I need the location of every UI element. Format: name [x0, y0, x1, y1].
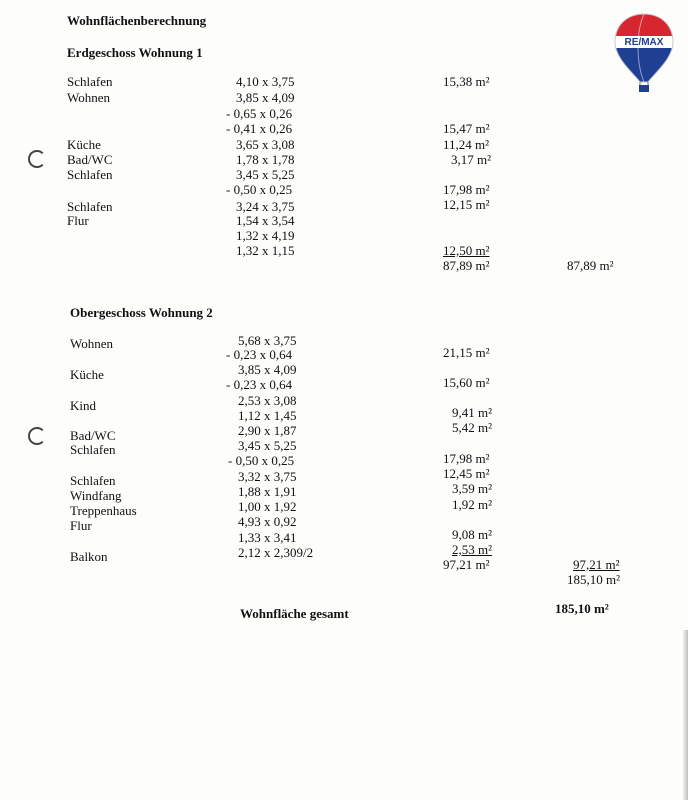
- area-value: 15,38 m²: [443, 74, 490, 89]
- area-subtotal: 87,89 m²: [443, 258, 490, 273]
- area-value: 17,98 m²: [443, 451, 490, 466]
- section-heading-erdgeschoss: Erdgeschoss Wohnung 1: [67, 45, 203, 60]
- calc-value: 1,32 x 1,15: [236, 243, 295, 258]
- room-label: Wohnen: [67, 90, 110, 105]
- area-value: 1,92 m²: [452, 497, 493, 512]
- room-label: Küche: [67, 137, 101, 152]
- area-value: 17,98 m²: [443, 182, 490, 197]
- section-total: 97,21 m²: [573, 557, 620, 572]
- calc-value: 3,85 x 4,09: [238, 362, 297, 377]
- area-value: 12,15 m²: [443, 197, 490, 212]
- area-value: 3,59 m²: [452, 481, 493, 496]
- calc-value: 2,90 x 1,87: [238, 423, 297, 438]
- calc-value: 2,12 x 2,309/2: [238, 545, 314, 560]
- calc-value: - 0,23 x 0,64: [226, 347, 293, 362]
- calc-value: - 0,41 x 0,26: [226, 121, 293, 136]
- room-label: Bad/WC: [70, 428, 116, 443]
- calc-value: 4,93 x 0,92: [238, 514, 297, 529]
- room-label: Küche: [70, 367, 104, 382]
- calc-value: 2,53 x 3,08: [238, 393, 297, 408]
- calc-value: 1,54 x 3,54: [236, 213, 295, 228]
- calc-value: 1,33 x 3,41: [238, 530, 297, 545]
- room-label: Balkon: [70, 549, 108, 564]
- calc-value: 1,32 x 4,19: [236, 228, 295, 243]
- calc-value: 3,24 x 3,75: [236, 199, 295, 214]
- area-value: 12,50 m²: [443, 243, 490, 258]
- area-value: 15,60 m²: [443, 375, 490, 390]
- area-value: 2,53 m²: [452, 542, 493, 557]
- punch-hole-bottom: [28, 427, 46, 445]
- room-label: Flur: [70, 518, 92, 533]
- area-value: 9,41 m²: [452, 405, 493, 420]
- room-label: Windfang: [70, 488, 122, 503]
- area-value: 3,17 m²: [451, 152, 492, 167]
- calc-value: 3,65 x 3,08: [236, 137, 295, 152]
- grand-total-label: Wohnfläche gesamt: [240, 606, 349, 621]
- page-edge-shadow: [682, 630, 688, 800]
- calc-value: 1,00 x 1,92: [238, 499, 297, 514]
- room-label: Schlafen: [67, 74, 113, 89]
- room-label: Kind: [70, 398, 96, 413]
- calc-value: 1,12 x 1,45: [238, 408, 297, 423]
- calc-value: 3,45 x 5,25: [236, 167, 295, 182]
- area-value: 11,24 m²: [443, 137, 490, 152]
- section-total: 87,89 m²: [567, 258, 614, 273]
- running-total: 185,10 m²: [567, 572, 621, 587]
- punch-hole-top: [28, 150, 46, 168]
- calc-value: 4,10 x 3,75: [236, 74, 295, 89]
- area-subtotal: 97,21 m²: [443, 557, 490, 572]
- calc-value: 1,88 x 1,91: [238, 484, 297, 499]
- calc-value: - 0,50 x 0,25: [228, 453, 295, 468]
- calc-value: 3,32 x 3,75: [238, 469, 297, 484]
- area-value: 15,47 m²: [443, 121, 490, 136]
- svg-text:RE/MAX: RE/MAX: [624, 37, 664, 48]
- calc-value: 1,78 x 1,78: [236, 152, 295, 167]
- grand-total-value: 185,10 m²: [555, 601, 609, 616]
- calc-value: - 0,65 x 0,26: [226, 106, 293, 121]
- area-value: 21,15 m²: [443, 345, 490, 360]
- room-label: Treppenhaus: [70, 503, 137, 518]
- room-label: Schlafen: [70, 442, 116, 457]
- area-value: 9,08 m²: [452, 527, 493, 542]
- document-title: Wohnflächenberechnung: [67, 13, 207, 28]
- calc-value: - 0,50 x 0,25: [226, 182, 293, 197]
- room-label: Flur: [67, 213, 89, 228]
- room-label: Wohnen: [70, 336, 113, 351]
- room-label: Bad/WC: [67, 152, 113, 167]
- room-label: Schlafen: [67, 199, 113, 214]
- area-value: 12,45 m²: [443, 466, 490, 481]
- room-label: Schlafen: [70, 473, 116, 488]
- remax-balloon-logo: [612, 12, 676, 94]
- calc-value: 5,68 x 3,75: [238, 333, 297, 348]
- room-label: Schlafen: [67, 167, 113, 182]
- calc-value: - 0,23 x 0,64: [226, 377, 293, 392]
- calc-value: 3,45 x 5,25: [238, 438, 297, 453]
- area-value: 5,42 m²: [452, 420, 493, 435]
- section-heading-obergeschoss: Obergeschoss Wohnung 2: [70, 305, 213, 320]
- calc-value: 3,85 x 4,09: [236, 90, 295, 105]
